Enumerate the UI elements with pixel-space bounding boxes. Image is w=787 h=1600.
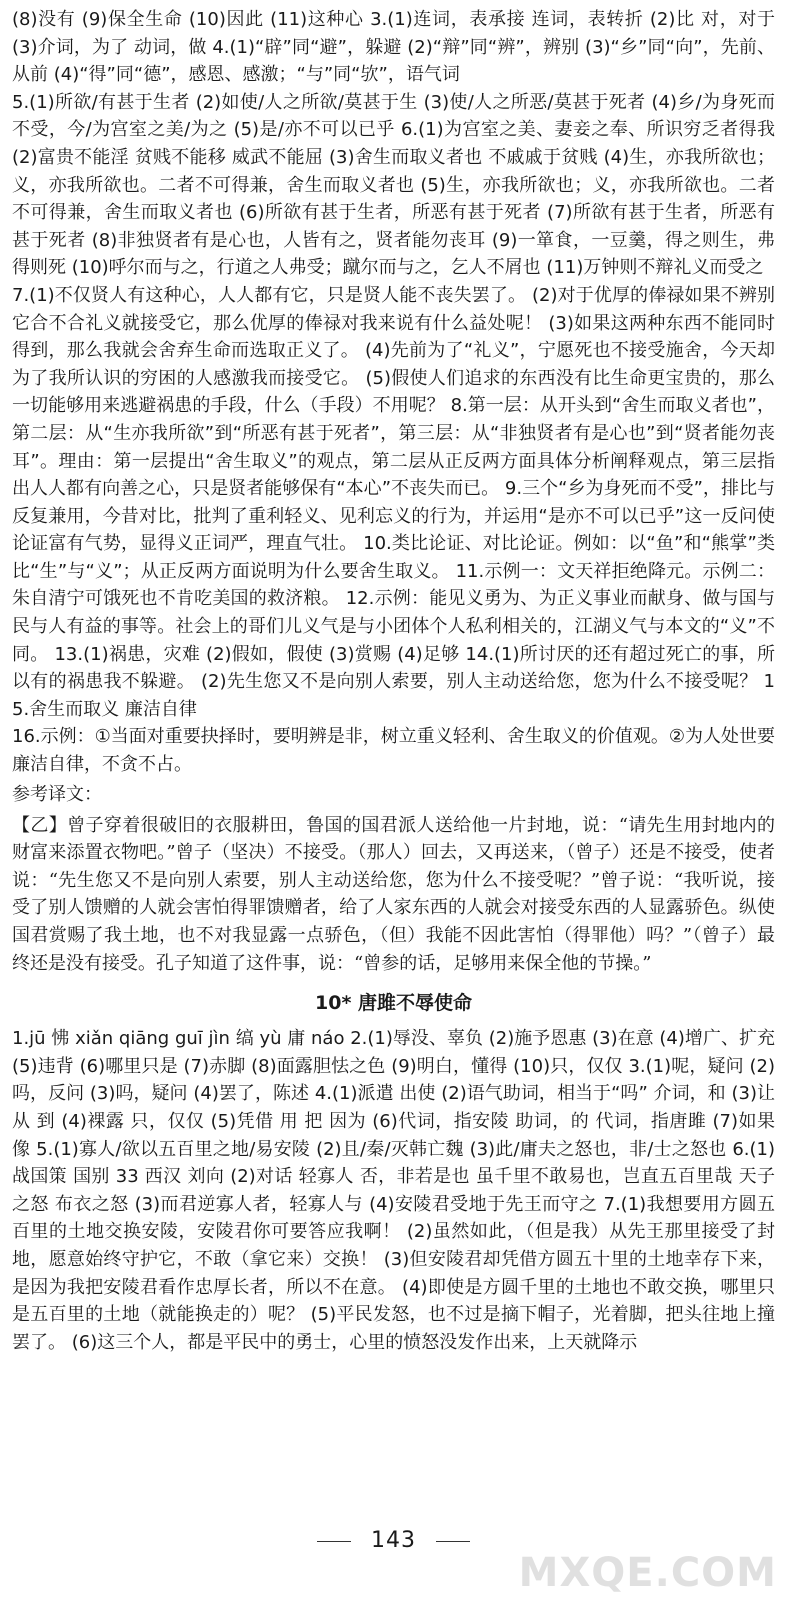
- watermark-logo: MXQE.COM: [518, 1550, 777, 1596]
- answer-paragraph: 7.(1)不仅贤人有这种心，人人都有它，只是贤人能不丧失罢了。 (2)对于优厚的俸禄如果不辨别它合不合礼义就接受它，那么优厚的俸禄对我来说有什么益处呢！ (3)如果这两种东西不能同时得到，那么我就会舍弃生命而选取正义了。 (4)先前为了“礼义”，宁愿死也不接受施舍，今天却为了我所认识的穷困的人感激我而接受它。 (5)假使人们追求的东西没有比生命更宝贵的，那么一切能够用来逃避祸患的手段，什么（手段）不用呢？ 8.第一层：从开头到“舍生而取义者也”，第二层：从“生亦我所欲”到“所恶有甚于死者”，第三层：从“非独贤者有是心也”到“贤者能勿丧耳”。理由：第一层提出“舍生取义”的观点，第二层从正反两方面具体分析阐释观点，第三层指出人人都有向善之心，只是贤者能够保有“本心”不丧失而已。 9.三个“乡为身死而不受”，排比与反复兼用，今昔对比，批判了重利轻义、见利忘义的行为，并运用“是亦不可以已乎”这一反问使论证富有气势，显得义正词严，理直气壮。 10.类比论证、对比论证。例如：以“鱼”和“熊掌”类比“生”与“义”；从正反两方面说明为什么要舍生取义。 11.示例一：文天祥拒绝降元。示例二：朱自清宁可饿死也不肯吃美国的救济粮。 12.示例：能见义勇为、为正义事业而献身、做与国与民与人有益的事等。社会上的哥们儿义气是与小团体个人私利相关的，江湖义气与本文的“义”不同。 13.(1)祸患，灾难 (2)假如，假使 (3)赏赐 (4)足够 14.(1)所讨厌的还有超过死亡的事，所以有的祸患我不躲避。 (2)先生您又不是向别人索要，别人主动送给您，您为什么不接受呢？ 15.舍生而取义 廉洁自律: [12, 284, 775, 720]
- answer-paragraph: 1.jū 怫 xiǎn qiāng guī jìn 缟 yù 庸 náo 2.(1)辱没、辜负 (2)施予恩惠 (3)在意 (4)增广、扩充 (5)违背 (6)哪里只是 (7)赤脚 (8)面露胆怯之色 (9)明白，懂得 (10)只，仅仅 3.(1)呢，疑问 (2)吗，反问 (3)吗，疑问 (4)罢了，陈述 4.(1)派遣 出使 (2)语气助词，相当于“吗” 介词，和 (3)让 从 到 (4)裸露 只，仅仅 (5)凭借 用 把 因为 (6)代词，指安陵 助词，的 代词，指唐雎 (7)如果 像 5.(1)寡人/欲以五百里之地/易安陵 (2)且/秦/灭韩亡魏 (3)此/庸夫之怒也，非/士之怒也 6.(1)战国策 国别 33 西汉 刘向 (2)对话 轻寡人 否，非若是也 虽千里不敢易也，岂直五百里哉 天子之怒 布衣之怒 (3)而君逆寡人者，轻寡人与 (4)安陵君受地于先王而守之 7.(1)我想要用方圆五百里的土地交换安陵，安陵君你可要答应我啊！ (2)虽然如此，（但是我）从先王那里接受了封地，愿意始终守护它，不敢（拿它来）交换！ (3)但安陵君却凭借方圆五十里的土地幸存下来，是因为我把安陵君看作忠厚长者，所以不在意。 (4)即使是方圆千里的土地也不敢交换，哪里只是五百里的土地（就能换走的）呢？ (5)平民发怒，也不过是摘下帽子，光着脚，把头往地上撞罢了。 (6)这三个人，都是平民中的勇士，心里的愤怒没发作出来，上天就降示: [12, 1028, 781, 1353]
- footer-dash-right: [436, 1541, 470, 1542]
- translation-text: 【乙】曾子穿着很破旧的衣服耕田，鲁国的国君派人送给他一片封地，说：“请先生用封地内的财富来添置衣物吧。”曾子（坚决）不接受。（那人）回去，又再送来，（曾子）还是不接受，使者说：“先生您又不是向别人索要，别人主动送给您，您为什么不接受呢？”曾子说：“我听说，接受了别人馈赠的人就会害怕得罪馈赠者，给了人家东西的人就会对接受东西的人显露骄色。纵使国君赏赐了我土地，也不对我显露一点骄色，（但）我能不因此害怕（得罪他）吗？”（曾子）最终还是没有接受。孔子知道了这件事，说：“曾参的话，足够用来保全他的节操。”: [12, 814, 775, 974]
- footer-dash-left: [317, 1541, 351, 1542]
- translation-label: 参考译文：: [12, 783, 102, 805]
- answer-paragraph: 5.(1)所欲/有甚于生者 (2)如使/人之所欲/莫甚于生 (3)使/人之所恶/莫甚于死者 (4)乡/为身死而不受，今/为宫室之美/为之 (5)是/亦不可以已乎 6.(1)为宫室之美、妻妾之奉、所识穷乏者得我 (2)富贵不能淫 贫贱不能移 威武不能屈 (3)舍生而取义者也 不戚戚于贫贱 (4)生，亦我所欲也；义，亦我所欲也。二者不可得兼，舍生而取义者也 (5)生，亦我所欲也；义，亦我所欲也。二者不可得兼，舍生而取义者也 (6)所欲有甚于生者，所恶有甚于死者 (7)所欲有甚于生者，所恶有甚于死者 (8)非独贤者有是心也，人皆有之，贤者能勿丧耳 (9)一箪食，一豆羹，得之则生，弗得则死 (10)呼尔而与之，行道之人弗受；蹴尔而与之，乞人不屑也 (11)万钟则不辩礼义而受之: [12, 91, 781, 279]
- answer-paragraph: (8)没有 (9)保全生命 (10)因此 (11)这种心 3.(1)连词，表承接 连词，表转折 (2)比 对，对于 (3)介词，为了 动词，做 4.(1)“辟”同“避”，躲避 (2)“辩”同“辨”，辨别 (3)“乡”同“向”，先前、从前 (4)“得”同“德”，感恩、感激；“与”同“欤”，语气词: [12, 9, 781, 86]
- lesson-title: 10* 唐雎不辱使命: [315, 992, 472, 1015]
- answer-page: [12, 6, 781, 1356]
- answer-paragraph: 16.示例：①当面对重要抉择时，要明辨是非，树立重义轻利、舍生取义的价值观。②为人处世要廉洁自律，不贪不占。: [12, 726, 775, 776]
- page-number: 143: [371, 1528, 416, 1553]
